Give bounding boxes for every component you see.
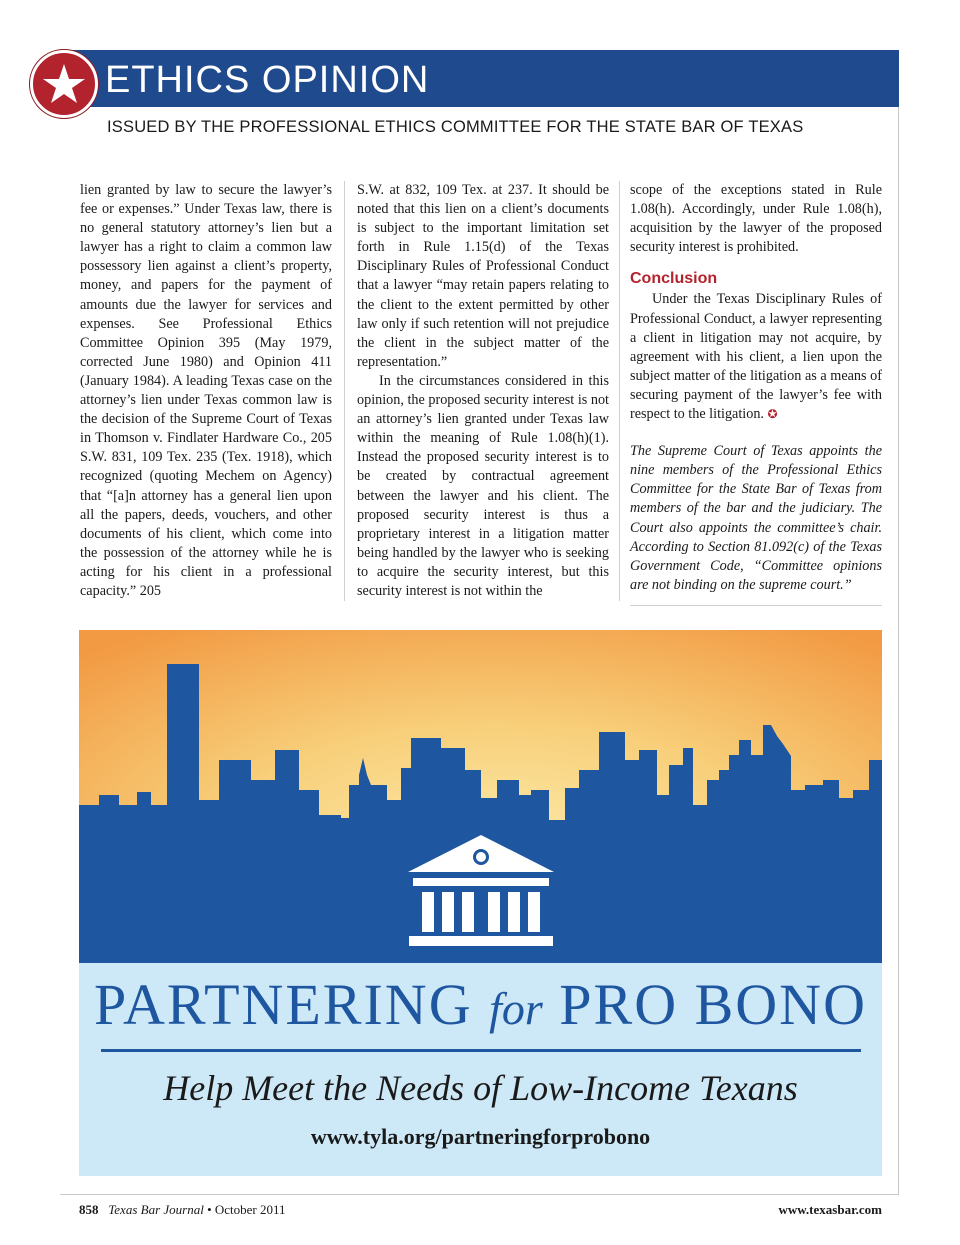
- conclusion-paragraph: [630, 290, 882, 424]
- ad-title-for: for: [489, 983, 543, 1034]
- pro-bono-advertisement[interactable]: [79, 630, 882, 1176]
- website-link[interactable]: www.texasbar.com: [778, 1202, 882, 1217]
- committee-note: The Supreme Court of Texas appoints the nine members of the Professional Ethics Committee for the State Bar of Texas from members of the bar and the judiciary. The Court also appoints the committee’s chair. According to Section 81.092(c) of the Texas Government Code, “Committee opinions are not binding on the supreme court.”: [630, 443, 882, 593]
- column-divider: [344, 181, 345, 601]
- issue-date: October 2011: [214, 1202, 286, 1217]
- page-border-bottom: [60, 1194, 899, 1195]
- article-column-3: [630, 181, 882, 606]
- page-subtitle: ISSUED BY THE PROFESSIONAL ETHICS COMMITTEE FOR THE STATE BAR OF TEXAS: [107, 118, 804, 136]
- column-1-body: lien granted by law to secure the lawyer’s fee or expenses.” Under Texas law, there is no general statutory attorney’s lien but a lawyer has a right to claim a common law possessory lien against a client’s property, money, and papers for the payment of amounts due the lawyer for services and expenses. See Professional Ethics Committee Opinion 395 (May 1979, corrected June 1980) and Opinion 411 (January 1984). A leading Texas case on the attorney’s lien under Texas common law is the decision of the Supreme Court of Texas in Thomson v. Findlater Hardware Co., 205 S.W. 831, 109 Tex. 235 (Tex. 1918), which recognized (quoting Mechem on Agency) that “[a]n attorney has a general lien upon all the papers, deeds, vouchers, and other documents of his client, which come into the possession of the attorney while he is acting for his client in a professional capacity.” 205: [80, 182, 332, 599]
- city-skyline: [79, 630, 882, 966]
- ad-title-part2: PRO BONO: [542, 972, 867, 1037]
- article-column-1: [80, 181, 332, 601]
- page-border-right: [898, 50, 899, 1195]
- column-1-text: [80, 181, 332, 601]
- ad-url-link[interactable]: www.tyla.org/partneringforprobono: [310, 1124, 651, 1149]
- page-title: ETHICS OPINION: [105, 59, 430, 101]
- header-badge: [30, 50, 98, 118]
- column-divider: [619, 181, 620, 601]
- page-number: 858: [79, 1202, 99, 1217]
- column-2-paragraph-1: S.W. at 832, 109 Tex. at 237. It should be noted that this lien on a client’s documents is subject to the important limitation set forth in Rule 1.15(d) of the Texas Disciplinary Rules of Professional Conduct that a lawyer “may retain papers relating to the client to the extent permitted by other law only if such retention will not prejudice the client in the subject matter of the representation.”: [357, 182, 609, 370]
- note-divider: [630, 605, 882, 606]
- ad-tagline: Help Meet the Needs of Low-Income Texans: [163, 1068, 798, 1108]
- conclusion-heading: Conclusion: [630, 270, 718, 288]
- page-footer: [79, 1202, 286, 1218]
- column-2-paragraph-2: In the circumstances considered in this opinion, the proposed security interest is not an attorney’s lien granted under Texas law within the meaning of Rule 1.08(h)(1). Instead the proposed security interest is to be created by contractual agreement between the lawyer and his client. The proposed security interest is thus a proprietary interest in a litigation matter being handled by the lawyer who is seeking to acquire the security interest, but this security interest is not within the: [357, 372, 609, 599]
- ad-title: [79, 970, 882, 1044]
- footer-separator: •: [207, 1202, 212, 1217]
- journal-name: Texas Bar Journal: [108, 1202, 204, 1217]
- column-3-paragraph-1: scope of the exceptions stated in Rule 1.08(h). Accordingly, under Rule 1.08(h), acquisition by the lawyer of the proposed security interest is prohibited.: [630, 182, 882, 256]
- ad-divider: [101, 1049, 861, 1052]
- ad-title-part1: PARTNERING: [94, 972, 490, 1037]
- star-icon: [33, 53, 95, 115]
- conclusion-text: Under the Texas Disciplinary Rules of Professional Conduct, a lawyer representing a client in litigation may not acquire, by agreement with his client, a lien upon the subject matter of the litigation as a means of securing payment of the lawyer’s fee with respect to the litigation.: [630, 291, 882, 423]
- article-column-2: [357, 181, 609, 601]
- end-mark-icon: ✪: [767, 407, 778, 422]
